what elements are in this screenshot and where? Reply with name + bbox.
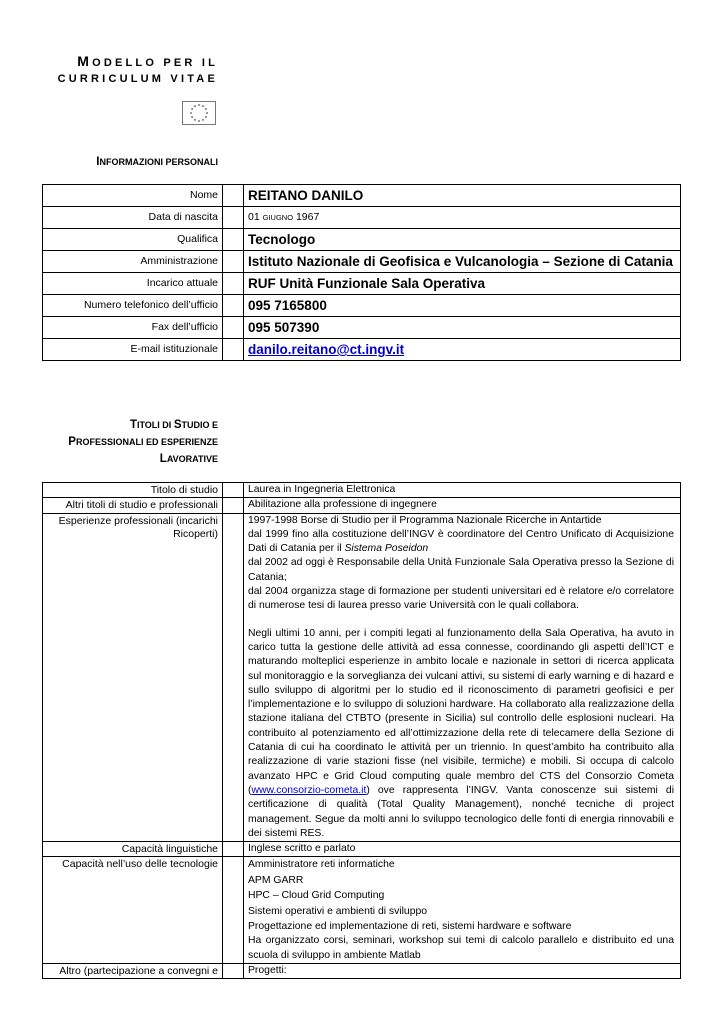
field-label: Altro (partecipazione a convegni e [43, 964, 223, 979]
field-label: Esperienze professionali (incarichi Ricoperti) [43, 513, 223, 842]
section-heading-personal: INFORMAZIONI PERSONALI [96, 156, 218, 168]
table-row [43, 964, 681, 979]
table-row [43, 483, 681, 498]
tecnologie-value [244, 857, 681, 964]
list-item: APM GARR [248, 874, 304, 886]
altro-value: Progetti: [244, 964, 681, 979]
field-label: Numero telefonico dell’ufficio [43, 295, 223, 317]
field-label: Nome [189, 189, 218, 201]
table-row [43, 498, 681, 513]
list-item: Amministratore reti informatiche [248, 859, 395, 871]
phone-value: 095 7165800 [244, 295, 681, 317]
cv-title-line1: MODELLO PER IL [77, 53, 218, 69]
field-label: Capacità nell’uso delle tecnologie [43, 857, 223, 964]
list-item: Progettazione ed implementazione di reti, sistemi hardware e software [248, 921, 572, 933]
titolo-value: Laurea in Ingegneria Elettronica [248, 484, 396, 495]
list-item: HPC – Cloud Grid Computing [248, 890, 385, 902]
field-label: Incarico attuale [43, 273, 223, 295]
birthdate-value: 01 GIUGNO 1967 [244, 207, 681, 229]
table-row [43, 857, 681, 964]
field-label: Qualifica [43, 229, 223, 251]
fax-value: 095 507390 [244, 317, 681, 339]
amministrazione-value: Istituto Nazionale di Geofisica e Vulcanologia – Sezione di Catania [244, 251, 681, 273]
field-label: Altri titoli di studio e professionali [43, 498, 223, 513]
field-label: Capacità linguistiche [43, 842, 223, 857]
table-row [43, 295, 681, 317]
table-row [43, 273, 681, 295]
table-row [43, 185, 681, 207]
qualifica-value: Tecnologo [244, 229, 681, 251]
table-row [43, 513, 681, 842]
table-row [43, 229, 681, 251]
lingue-value: Inglese scritto e parlato [244, 842, 681, 857]
name-value: REITANO DANILO [248, 188, 364, 203]
incarico-value: RUF Unità Funzionale Sala Operativa [244, 273, 681, 295]
titles-table [42, 482, 681, 979]
cv-title-line2: CURRICULUM VITAE [57, 73, 218, 85]
esperienze-value: 1997-1998 Borse di Studio per il Programma Nazionale Ricerche in Antartide dal 1999 fino alla costituzione dell’INGV è coordinatore del Centro Unificato di Acquisizione Dati di Catania per il Sistema Poseidon dal 2002 ad oggi è Responsabile della Unità Funzionale Sala Operativa presso la Sezione di Catania; dal 2004 organizza stage di formazione per studenti universitari ed è relatore e/o correlatore di numerose tesi di laurea presso varie Università con le quali collabora. Negli ultimi 10 anni, per i compiti legati al funzionamento della Sala Operativa, ha avuto in carico tutta la gestione delle attività ad essa connesse, coordinando gli aspetti dell’ICT e maturando molteplici esperienze in ambito locale e nazionale in settori di ricerca applicata sul monitoraggio e la sorveglianza dei vulcani attivi, su sistemi di early warning e di hazard e sullo sviluppo di algoritmi per lo studio ed il riconoscimento di parametri geofisici e per l’implementazione e lo sviluppo di soluzioni hardware. Ha collaborato alla realizzazione della stazione italiana del CTBTO (presente in Sicilia) sul controllo delle esplosioni nucleari. Ha contribuito al potenziamento ed all’ottimizzazione della rete di telecamere della Sezione di Catania di cui ha coordinato le attività per un triennio. In quest’ambito ha contribuito alla realizzazione di varie stazioni fisse (nel visibile, termiche) e mobili. Si occupa di calcolo avanzato HPC e Grid Cloud computing quale membro del CTS del Consorzio Cometa (www.consorzio-cometa.it) ove rappresenta l’INGV. Vanta conoscenze sui sistemi di certificazione di qualità (Total Quality Management), nonché tecniche di project management. Segue da molti anni lo sviluppo tecnologico delle fonti di energia rinnovabili e dei sistemi RES. [244, 513, 681, 842]
list-item: Sistemi operativi e ambienti di sviluppo [248, 905, 428, 917]
cometa-link[interactable]: www.consorzio-cometa.it [251, 784, 367, 796]
field-label: Fax dell’ufficio [43, 317, 223, 339]
altri-titoli-value: Abilitazione alla professione di ingegnere [244, 498, 681, 513]
field-label: Titolo di studio [150, 484, 218, 496]
field-label: Data di nascita [43, 207, 223, 229]
email-link[interactable]: danilo.reitano@ct.ingv.it [248, 342, 405, 357]
personal-info-table [42, 184, 681, 361]
table-row [43, 317, 681, 339]
table-row [43, 207, 681, 229]
table-row [43, 251, 681, 273]
field-label: E-mail istituzionale [43, 339, 223, 361]
eu-flag-icon [182, 101, 216, 125]
table-row [43, 842, 681, 857]
field-label: Amministrazione [43, 251, 223, 273]
section-heading-titles: TITOLI DI STUDIO E PROFESSIONALI ED ESPERIENZE LAVORATIVE [68, 419, 218, 465]
table-row [43, 339, 681, 361]
list-item: Ha organizzato corsi, seminari, workshop sui temi di calcolo parallelo e distribuito ed una scuola di sviluppo in ambiente Matlab [248, 935, 674, 961]
